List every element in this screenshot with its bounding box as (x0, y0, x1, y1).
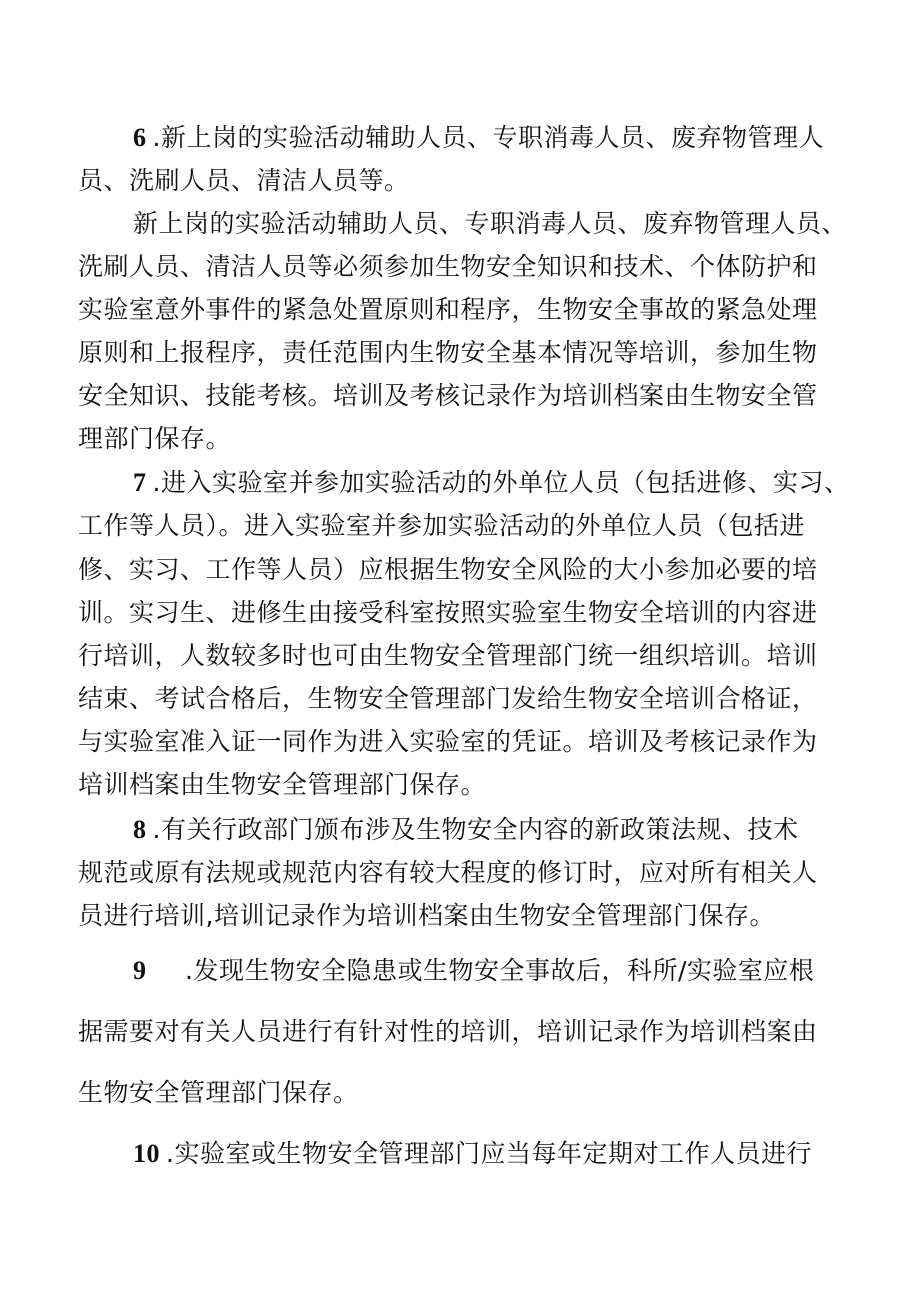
line-text: .发现生物安全隐患或生物安全事故后，科所/实验室应根 (185, 956, 815, 985)
paragraph-line (78, 383, 818, 408)
item-8-line-1 (133, 817, 798, 843)
paragraph-line (78, 297, 818, 322)
item-6-line-2 (78, 168, 410, 193)
line-text: 原则和上报程序，责任范围内生物安全基本情况等培训，参加生物 (78, 338, 818, 367)
line-text: 规范或原有法规或规范内容有较大程度的修订时，应对所有相关人 (78, 858, 818, 887)
line-text: 据需要对有关人员进行有针对性的培训，培训记录作为培训档案由 (78, 1017, 818, 1046)
item-number: 8 (133, 815, 147, 844)
line-text: .有关行政部门颁布涉及生物安全内容的新政策法规、技术 (152, 815, 799, 844)
line-text: 洗刷人员、清洁人员等必须参加生物安全知识和技术、个体防护和 (78, 252, 818, 281)
paragraph-line (78, 729, 818, 754)
line-text: 训。实习生、进修生由接受科室按照实验室生物安全培训的内容进 (78, 598, 818, 627)
line-text: 工作等人员）。进入实验室并参加实验活动的外单位人员（包括进 (78, 511, 806, 540)
paragraph-line (78, 513, 805, 538)
line-text: 与实验室准入证一同作为进入实验室的凭证。培训及考核记录作为 (78, 727, 818, 756)
item-7-line-1 (133, 470, 849, 496)
item-10-line-1 (133, 1141, 812, 1167)
item-number: 7 (133, 468, 147, 497)
paragraph-line (78, 426, 231, 451)
line-text: 理部门保存。 (78, 424, 232, 453)
paragraph-line (78, 557, 818, 582)
line-text: 结束、考试合格后，生物安全管理部门发给生物安全培训合格证， (78, 684, 818, 713)
item-number: 10 (133, 1139, 160, 1168)
line-text: .进入实验室并参加实验活动的外单位人员（包括进修、实习、 (152, 468, 850, 497)
paragraph-line (78, 903, 775, 928)
paragraph-line (78, 254, 818, 279)
line-text: 员、洗刷人员、清洁人员等。 (78, 166, 410, 195)
paragraph-line (78, 686, 818, 711)
line-text: 修、实习、工作等人员）应根据生物安全风险的大小参加必要的培 (78, 555, 818, 584)
paragraph-line (78, 1080, 359, 1105)
line-text: 培训档案由生物安全管理部门保存。 (78, 770, 487, 799)
line-text: 生物安全管理部门保存。 (78, 1078, 359, 1107)
item-9-line-1 (133, 958, 814, 984)
line-text: 安全知识、技能考核。培训及考核记录作为培训档案由生物安全管 (78, 381, 818, 410)
line-text: 行培训，人数较多时也可由生物安全管理部门统一组织培训。培训 (78, 641, 818, 670)
paragraph-line (78, 860, 818, 885)
line-text: 新上岗的实验活动辅助人员、专职消毒人员、废弃物管理人员、 (133, 209, 848, 238)
paragraph-line (78, 600, 818, 625)
line-text: .实验室或生物安全管理部门应当每年定期对工作人员进行 (166, 1139, 812, 1168)
item-number: 6 (133, 123, 147, 152)
item-6-line-1 (133, 125, 824, 151)
line-text: 实验室意外事件的紧急处置原则和程序，生物安全事故的紧急处理 (78, 295, 818, 324)
paragraph-line (78, 643, 818, 668)
paragraph-line (78, 772, 486, 797)
line-text: 员进行培训,培训记录作为培训档案由生物安全管理部门保存。 (78, 901, 775, 930)
item-number: 9 (133, 956, 147, 985)
line-text: .新上岗的实验活动辅助人员、专职消毒人员、废弃物管理人 (152, 123, 824, 152)
paragraph-line (78, 1019, 818, 1044)
paragraph-line (133, 211, 847, 236)
paragraph-line (78, 340, 818, 365)
